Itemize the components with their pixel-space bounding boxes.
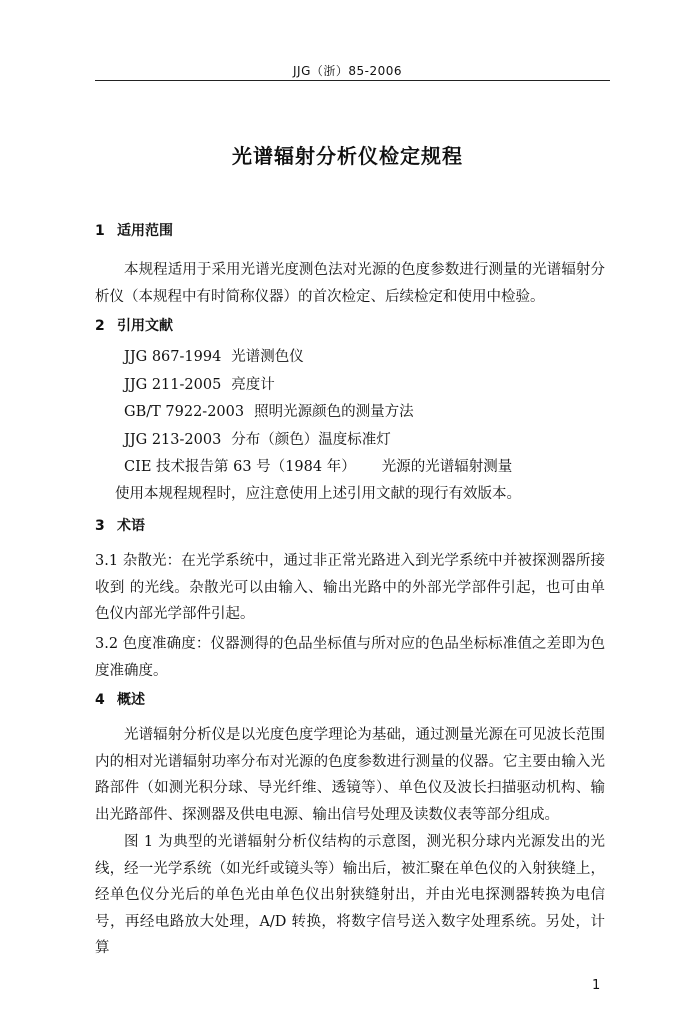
overview-paragraph-2: 图 1 为典型的光谱辐射分析仪结构的示意图，测光积分球内光源发出的光线，经一光学系统（如光纤或镜头等）输出后，被汇聚在单色仪的入射狭缝上，经单色仪分光后的单色光由单色仪出射狭缝射出，并由光电探测器转换为电信号，再经电路放大处理，A/D 转换，将数字信号送入数字处理系统。另处，计算 (95, 834, 605, 956)
overview-paragraph-1: 光谱辐射分析仪是以光度色度学理论为基础，通过测量光源在可见波长范围内的相对光谱辐射功率分布对光源的色度参数进行测量的仪器。它主要由输入光路部件（如测光积分球、导光纤维、透镜等）、单色仪及波长扫描驱动机构、输出光路部件、探测器及供电电源、输出信号处理及读数仪表等部分组成。 (95, 727, 605, 823)
reference-code: GB/T 7922-2003 (124, 404, 245, 421)
reference-name: 照明光源颜色的测量方法 (254, 404, 414, 421)
section-1-body: 本规程适用于采用光谱光度测色法对光源的色度参数进行测量的光谱辐射分析仪（本规程中有时简称仪器）的首次检定、后续检定和使用中检验。 (95, 262, 605, 305)
reference-list (124, 344, 512, 482)
reference-note: 使用本规程规程时，应注意使用上述引用文献的现行有效版本。 (115, 486, 521, 502)
header-rule (95, 80, 610, 81)
page-number: 1 (592, 978, 601, 993)
term-stray-light: 3.1 杂散光：在光学系统中，通过非正常光路进入到光学系统中并被探测器所接收到 的光线。杂散光可以由输入、输出光路中的外部光学部件引起，也可由单色仪内部光学部件引起。 (95, 553, 605, 622)
section-3-number: 3 (95, 518, 105, 534)
reference-name: 亮度计 (231, 376, 275, 393)
section-2-title: 引用文献 (117, 318, 173, 334)
reference-item (124, 344, 512, 372)
section-4-number: 4 (95, 692, 105, 708)
section-2-number: 2 (95, 318, 105, 334)
reference-name: 光谱测色仪 (231, 349, 304, 365)
document-title: 光谱辐射分析仪检定规程 (232, 144, 463, 168)
section-2-heading (95, 315, 173, 335)
reference-item (124, 372, 512, 400)
section-4-heading (95, 689, 145, 709)
reference-code: JJG 213-2003 (124, 431, 222, 448)
reference-code: JJG 867-1994 (124, 349, 222, 365)
section-1-number: 1 (95, 223, 105, 239)
reference-item (124, 454, 512, 482)
reference-name: 光源的光谱辐射测量 (381, 459, 513, 476)
reference-code: JJG 211-2005 (124, 376, 222, 393)
section-1-heading (95, 220, 173, 240)
reference-item (124, 399, 512, 427)
section-3-title: 术语 (117, 518, 145, 534)
term-color-accuracy: 3.2 色度准确度：仪器测得的色品坐标值与所对应的色品坐标标准值之差即为色度准确度。 (95, 636, 605, 679)
section-1-title: 适用范围 (117, 223, 173, 239)
running-header: JJG（浙）85-2006 (292, 64, 403, 78)
section-4-title: 概述 (117, 692, 145, 708)
reference-name: 分布（颜色）温度标准灯 (231, 431, 391, 448)
section-3-heading (95, 515, 145, 535)
reference-item (124, 427, 512, 455)
reference-code: CIE 技术报告第 63 号（1984 年） (124, 459, 356, 476)
